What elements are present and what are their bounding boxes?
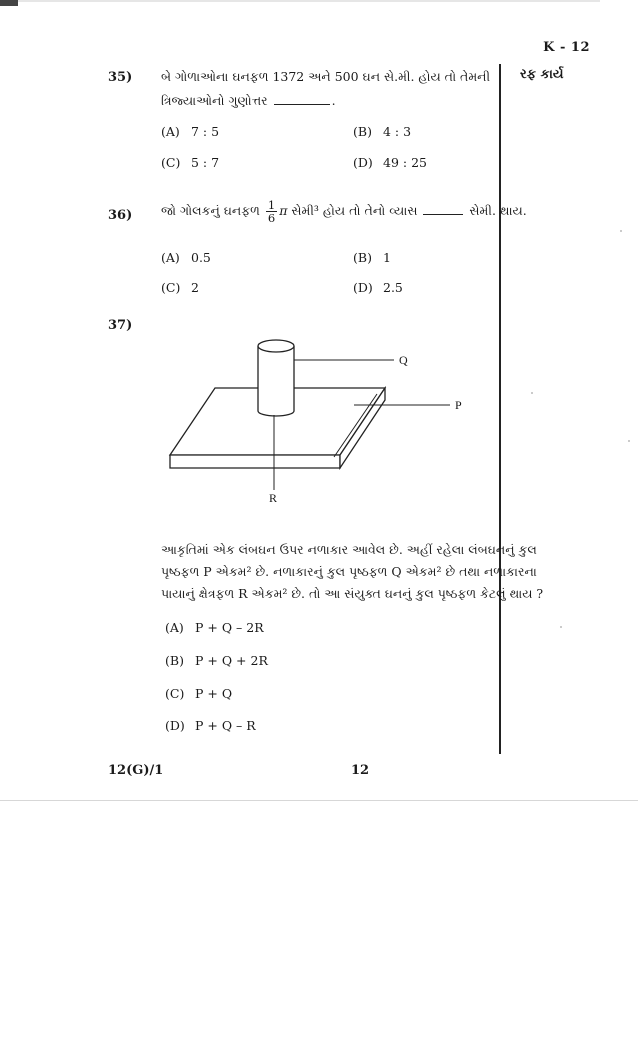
margin-divider-line	[499, 64, 501, 754]
rough-work-label: રફ કાર્ય	[520, 67, 564, 82]
option-label: (A)	[165, 620, 184, 635]
question-37-option-c	[165, 686, 232, 701]
question-35-line-2	[161, 90, 336, 112]
option-text: 0.5	[191, 250, 211, 265]
option-label: (B)	[353, 250, 372, 265]
option-text: 5 : 7	[191, 155, 220, 170]
question-36-text-before: જો ગોલકનું ઘનફળ	[161, 203, 260, 218]
option-label: (D)	[353, 155, 373, 170]
question-37-para-line-2: પૃષ્ઠફળ P એકમ² છે. નળાકારનું કુલ પૃષ્ઠફળ Q એકમ² છે તથા નળાકારના	[161, 564, 537, 579]
scan-speck	[560, 626, 562, 628]
footer-code: 12(G)/1	[108, 763, 164, 778]
option-text: P + Q + 2R	[195, 653, 268, 668]
fraction-denominator: 6	[267, 211, 276, 225]
option-text: P + Q	[195, 686, 233, 701]
question-36-text	[161, 197, 527, 225]
figure-label-p: P	[455, 398, 462, 412]
background-below-sheet	[0, 800, 638, 1050]
option-label: (B)	[353, 124, 372, 139]
scan-speck	[628, 440, 630, 442]
option-label: (C)	[165, 686, 185, 701]
question-37-para-line-3: પાયાનું ક્ષેત્રફળ R એકમ² છે. તો આ સંયુક્ત ઘનનું કુલ પૃષ્ઠફળ કેટલું થાય ?	[161, 586, 544, 601]
question-36-option-d	[353, 280, 403, 295]
question-36-text-after: સેમી. થાય.	[469, 203, 527, 218]
option-label: (C)	[161, 155, 181, 170]
question-35-line-1: બે ગોળાઓના ઘનફળ 1372 અને 500 ઘન સે.મી. હોય તો તેમની	[161, 69, 491, 84]
footer-page-number: 12	[351, 763, 370, 778]
option-text: 7 : 5	[191, 124, 220, 139]
question-37-para-line-1: આકૃતિમાં એક લંબઘન ઉપર નળાકાર આવેલ છે. અહીં રહેલા લંબઘનનું કુલ	[161, 542, 537, 557]
option-text: 4 : 3	[383, 124, 412, 139]
cuboid-front-face	[170, 455, 340, 468]
option-text: 49 : 25	[383, 155, 427, 170]
option-text: 2	[191, 280, 199, 295]
question-36-option-b	[353, 250, 391, 265]
question-35-period: .	[331, 93, 336, 108]
figure-label-r: R	[269, 491, 278, 505]
scan-speck	[620, 230, 622, 232]
corner-mark	[0, 0, 18, 6]
scan-speck	[531, 392, 533, 394]
question-35-option-b	[353, 124, 411, 139]
question-37-option-b	[165, 653, 268, 668]
question-35-option-d	[353, 155, 427, 170]
question-35-line-2-text: ત્રિજ્યાઓનો ગુણોત્તર	[161, 93, 268, 108]
sheet-top-edge	[0, 0, 600, 2]
question-36-option-a	[161, 250, 211, 265]
cylinder-top-ellipse	[258, 340, 294, 352]
option-label: (C)	[161, 280, 181, 295]
option-label: (A)	[161, 124, 180, 139]
fraction-numerator: 1	[267, 198, 276, 212]
question-35-option-a	[161, 124, 219, 139]
option-text: P + Q – 2R	[195, 620, 264, 635]
page-code: K - 12	[543, 40, 590, 55]
option-label: (D)	[165, 718, 185, 733]
question-37-option-a	[165, 620, 264, 635]
option-label: (A)	[161, 250, 180, 265]
option-text: 1	[383, 250, 391, 265]
question-number-37: 37)	[108, 318, 133, 333]
pi-symbol: π	[279, 203, 288, 218]
answer-blank	[423, 202, 463, 215]
fraction-one-sixth	[266, 199, 277, 224]
option-text: P + Q – R	[195, 718, 256, 733]
cylinder-on-cuboid-figure	[150, 330, 480, 510]
cylinder-body	[258, 346, 294, 411]
question-number-36: 36)	[108, 208, 133, 223]
question-36-option-c	[161, 280, 199, 295]
option-label: (D)	[353, 280, 373, 295]
question-35-option-c	[161, 155, 219, 170]
option-label: (B)	[165, 653, 184, 668]
question-37-option-d	[165, 718, 256, 733]
figure-label-q: Q	[399, 353, 408, 367]
answer-blank	[274, 92, 330, 105]
option-text: 2.5	[383, 280, 403, 295]
question-number-35: 35)	[108, 70, 133, 85]
question-36-text-mid: સેમી³ હોય તો તેનો વ્યાસ	[291, 203, 418, 218]
